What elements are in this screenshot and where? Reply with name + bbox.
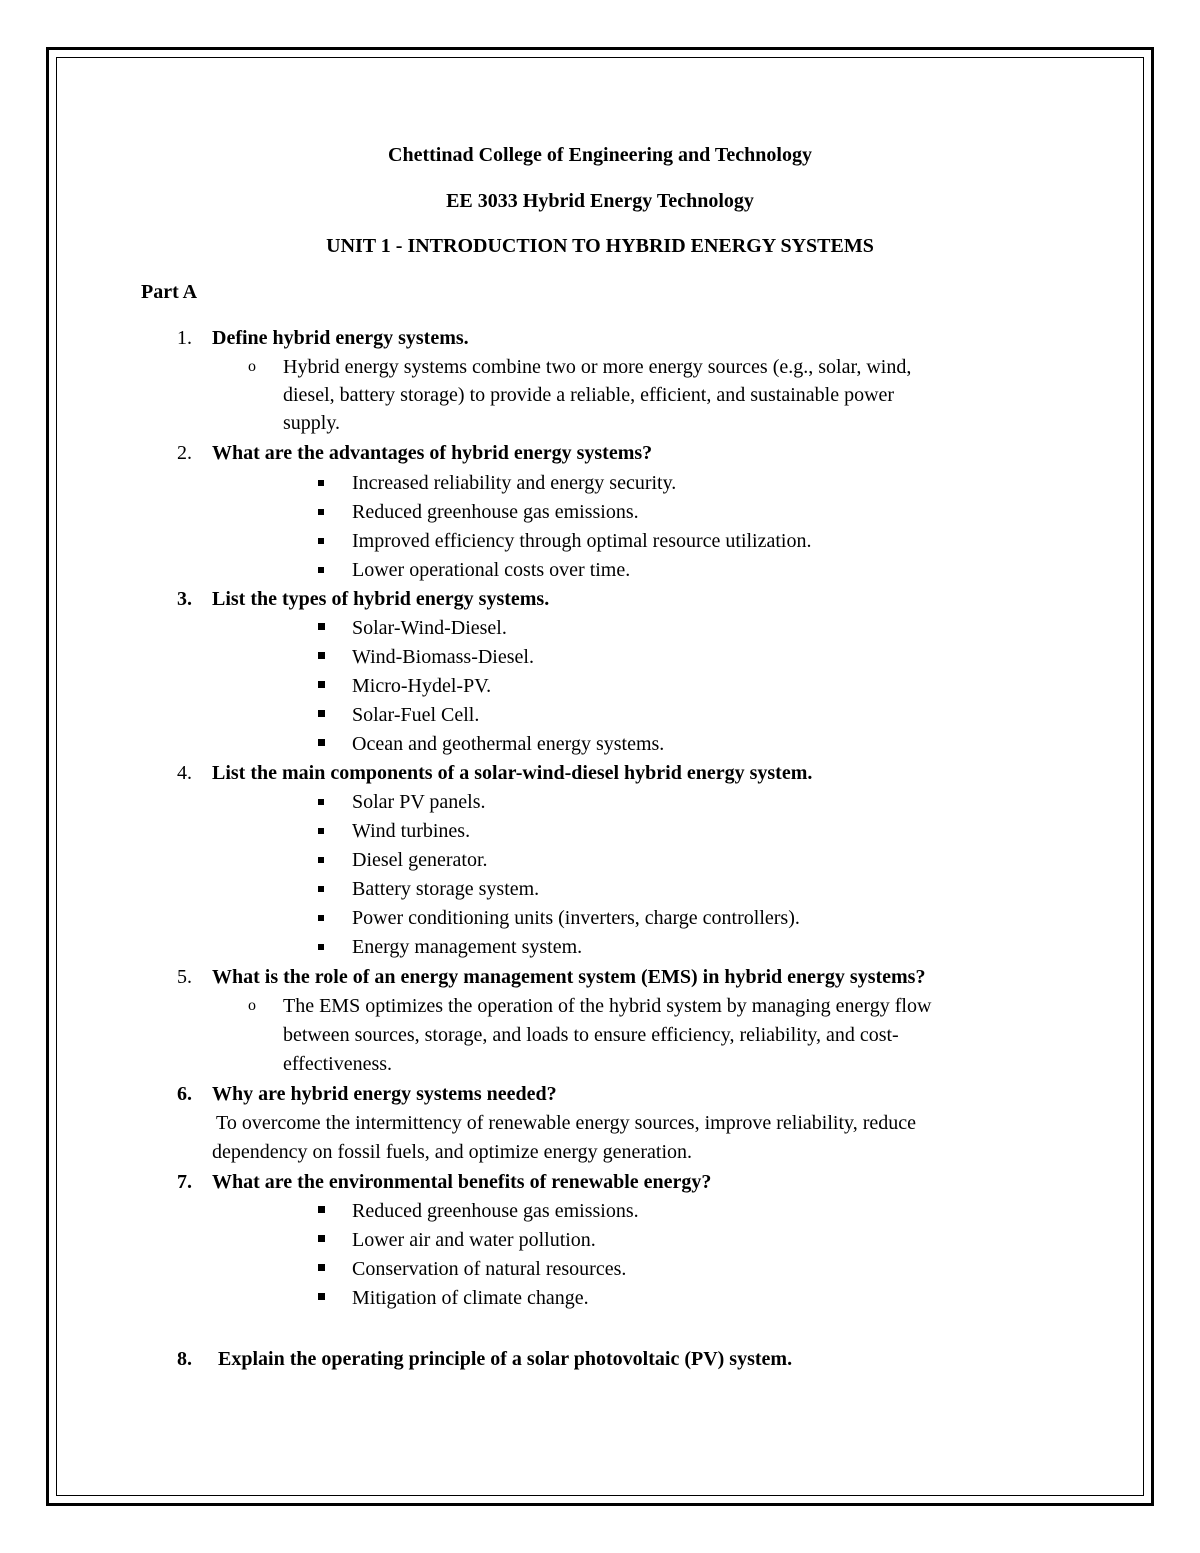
answer-bullet-marker: o [248,997,256,1014]
square-bullet-icon [318,857,324,863]
question-text: List the types of hybrid energy systems. [212,588,550,610]
answer-line: dependency on fossil fuels, and optimize energy generation. [212,1141,693,1163]
unit-title: UNIT 1 - INTRODUCTION TO HYBRID ENERGY SYSTEMS [326,235,874,257]
square-bullet-icon [318,944,324,950]
question-number: 4. [177,762,192,784]
list-item: Wind turbines. [352,820,471,842]
answer-line: Hybrid energy systems combine two or more energy sources (e.g., solar, wind, [283,356,912,378]
square-bullet-icon [318,538,324,544]
answer-line: between sources, storage, and loads to ensure efficiency, reliability, and cost- [283,1024,899,1046]
question-text: Why are hybrid energy systems needed? [212,1083,557,1105]
square-bullet-icon [318,1206,325,1213]
list-item: Solar PV panels. [352,791,486,813]
college-title: Chettinad College of Engineering and Technology [388,144,812,166]
list-item: Solar-Fuel Cell. [352,704,480,726]
list-item: Micro-Hydel-PV. [352,675,492,697]
question-number: 8. [177,1348,192,1370]
question-number: 3. [177,588,192,610]
square-bullet-icon [318,915,324,921]
answer-line: The EMS optimizes the operation of the hybrid system by managing energy flow [283,995,932,1017]
question-text: What are the environmental benefits of renewable energy? [212,1171,712,1193]
square-bullet-icon [318,1264,325,1271]
list-item: Improved efficiency through optimal resource utilization. [352,530,812,552]
list-item: Increased reliability and energy security. [352,472,677,494]
list-item: Energy management system. [352,936,583,958]
list-item: Wind-Biomass-Diesel. [352,646,534,668]
square-bullet-icon [318,652,325,659]
question-text: List the main components of a solar-wind-diesel hybrid energy system. [212,762,813,784]
square-bullet-icon [318,509,324,515]
answer-line: diesel, battery storage) to provide a reliable, efficient, and sustainable power [283,384,895,406]
question-number: 1. [177,327,192,349]
answer-line: To overcome the intermittency of renewable energy sources, improve reliability, reduce [216,1112,916,1134]
question-text: Explain the operating principle of a solar photovoltaic (PV) system. [218,1348,793,1370]
question-number: 5. [177,966,192,988]
list-item: Reduced greenhouse gas emissions. [352,1200,639,1222]
square-bullet-icon [318,567,324,573]
question-text: Define hybrid energy systems. [212,327,469,349]
part-label: Part A [141,281,198,303]
question-number: 6. [177,1083,192,1105]
answer-bullet-marker: o [248,358,256,375]
list-item: Lower air and water pollution. [352,1229,596,1251]
answer-line: supply. [283,412,341,434]
square-bullet-icon [318,681,325,688]
list-item: Power conditioning units (inverters, charge controllers). [352,907,800,929]
square-bullet-icon [318,623,325,630]
list-item: Battery storage system. [352,878,540,900]
square-bullet-icon [318,710,325,717]
square-bullet-icon [318,828,324,834]
square-bullet-icon [318,799,324,805]
question-text: What is the role of an energy management system (EMS) in hybrid energy systems? [212,966,926,988]
answer-line: effectiveness. [283,1053,393,1075]
list-item: Reduced greenhouse gas emissions. [352,501,639,523]
square-bullet-icon [318,886,324,892]
square-bullet-icon [318,739,325,746]
question-number: 7. [177,1171,192,1193]
course-title: EE 3033 Hybrid Energy Technology [446,190,754,212]
list-item: Lower operational costs over time. [352,559,631,581]
question-text: What are the advantages of hybrid energy systems? [212,442,653,464]
square-bullet-icon [318,480,324,486]
list-item: Diesel generator. [352,849,488,871]
list-item: Solar-Wind-Diesel. [352,617,507,639]
square-bullet-icon [318,1293,325,1300]
square-bullet-icon [318,1235,325,1242]
list-item: Ocean and geothermal energy systems. [352,733,665,755]
question-number: 2. [177,442,192,464]
list-item: Mitigation of climate change. [352,1287,589,1309]
list-item: Conservation of natural resources. [352,1258,627,1280]
